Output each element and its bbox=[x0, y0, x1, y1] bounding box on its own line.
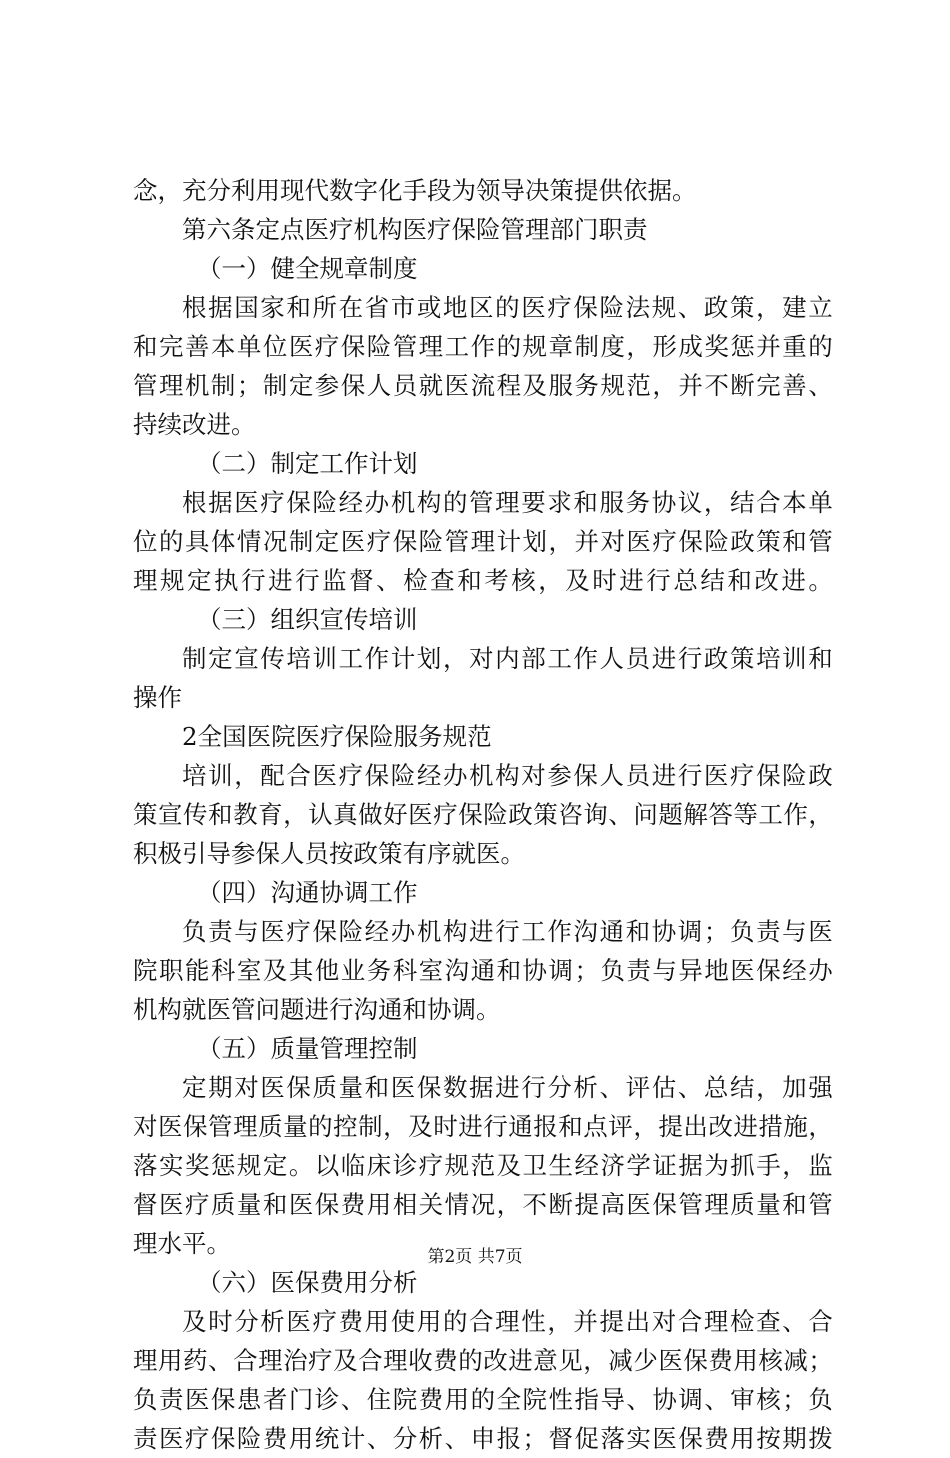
page-footer: 第2页 共7页 bbox=[427, 1247, 523, 1267]
text-line: 负 责 与 医 疗 保 险 经 办 机 构 进 行 工 作 沟 通 和 协 调 ； 负 责 与 医 bbox=[182, 917, 833, 946]
text-line: （三）组织宣传培训 bbox=[197, 605, 418, 634]
text-line: 定 期 对 医 保 质 量 和 医 保 数 据 进 行 分 析 、 评 估 、 总 结 ， 加 强 bbox=[182, 1073, 833, 1102]
text-line: 督 医 疗 质 量 和 医 保 费 用 相 关 情 况 ， 不 断 提 高 医 保 管 理 质 量 和 管 bbox=[133, 1190, 833, 1219]
text-line: 管 理 机 制 ； 制 定 参 保 人 员 就 医 流 程 及 服 务 规 范 ， 并 不 断 完 善 、 bbox=[133, 371, 833, 400]
text-line: 积极引导参保人员按政策有序就医。 bbox=[133, 839, 525, 868]
text-line: 理水平。 bbox=[133, 1229, 231, 1258]
text-line: 机构就医管问题进行沟通和协调。 bbox=[133, 995, 501, 1024]
text-line: 负 责 医 保 患 者 门 诊 、 住 院 费 用 的 全 院 性 指 导 、 协 调 、 审 核 ； 负 bbox=[133, 1385, 833, 1414]
text-line: 落 实 奖 惩 规 定 。 以 临 床 诊 疗 规 范 及 卫 生 经 济 学 证 据 为 抓 手 ， 监 bbox=[133, 1151, 833, 1180]
text-line: （一）健全规章制度 bbox=[197, 254, 418, 283]
text-line: 培 训 ， 配 合 医 疗 保 险 经 办 机 构 对 参 保 人 员 进 行 医 疗 保 险 政 bbox=[182, 761, 833, 790]
text-line: 和 完 善 本 单 位 医 疗 保 险 管 理 工 作 的 规 章 制 度 ， 形 成 奖 惩 并 重 的 bbox=[133, 332, 833, 361]
text-line: （六）医保费用分析 bbox=[197, 1268, 418, 1297]
text-line: 念，充分利用现代数字化手段为领导决策提供依据。 bbox=[133, 176, 697, 205]
text-line: 及 时 分 析 医 疗 费 用 使 用 的 合 理 性 ， 并 提 出 对 合 理 检 查 、 合 bbox=[182, 1307, 833, 1336]
text-line: 理 规 定 执 行 进 行 监 督 、 检 查 和 考 核 ， 及 时 进 行 总 结 和 改 进 。 bbox=[133, 566, 833, 595]
text-line: 2全国医院医疗保险服务规范 bbox=[182, 722, 492, 751]
text-line: 位 的 具 体 情 况 制 定 医 疗 保 险 管 理 计 划 ， 并 对 医 疗 保 险 政 策 和 管 bbox=[133, 527, 833, 556]
text-line: 策 宣 传 和 教 育 ， 认 真 做 好 医 疗 保 险 政 策 咨 询 、 问 题 解 答 等 工 作 ， bbox=[133, 800, 833, 829]
text-line: 理 用 药 、 合 理 治 疗 及 合 理 收 费 的 改 进 意 见 ， 减 少 医 保 费 用 核 减 ； bbox=[133, 1346, 833, 1375]
text-line: 操作 bbox=[133, 683, 182, 712]
text-line: （二）制定工作计划 bbox=[197, 449, 418, 478]
text-line: 根 据 医 疗 保 险 经 办 机 构 的 管 理 要 求 和 服 务 协 议 ， 结 合 本 单 bbox=[182, 488, 833, 517]
text-line: 制 定 宣 传 培 训 工 作 计 划 ， 对 内 部 工 作 人 员 进 行 政 策 培 训 和 bbox=[182, 644, 833, 673]
text-line: （四）沟通协调工作 bbox=[197, 878, 418, 907]
text-line: 院 职 能 科 室 及 其 他 业 务 科 室 沟 通 和 协 调 ； 负 责 与 异 地 医 保 经 办 bbox=[133, 956, 833, 985]
text-line: 责 医 疗 保 险 费 用 统 计 、 分 析 、 申 报 ； 督 促 落 实 医 保 费 用 按 期 拨 bbox=[133, 1424, 833, 1453]
text-line: 对 医 保 管 理 质 量 的 控 制 ， 及 时 进 行 通 报 和 点 评 ， 提 出 改 进 措 施 ， bbox=[133, 1112, 833, 1141]
text-line: 持续改进。 bbox=[133, 410, 256, 439]
text-line: 第六条定点医疗机构医疗保险管理部门职责 bbox=[182, 215, 648, 244]
text-line: （五）质量管理控制 bbox=[197, 1034, 418, 1063]
text-line: 根 据 国 家 和 所 在 省 市 或 地 区 的 医 疗 保 险 法 规 、 政 策 ， 建 立 bbox=[182, 293, 833, 322]
